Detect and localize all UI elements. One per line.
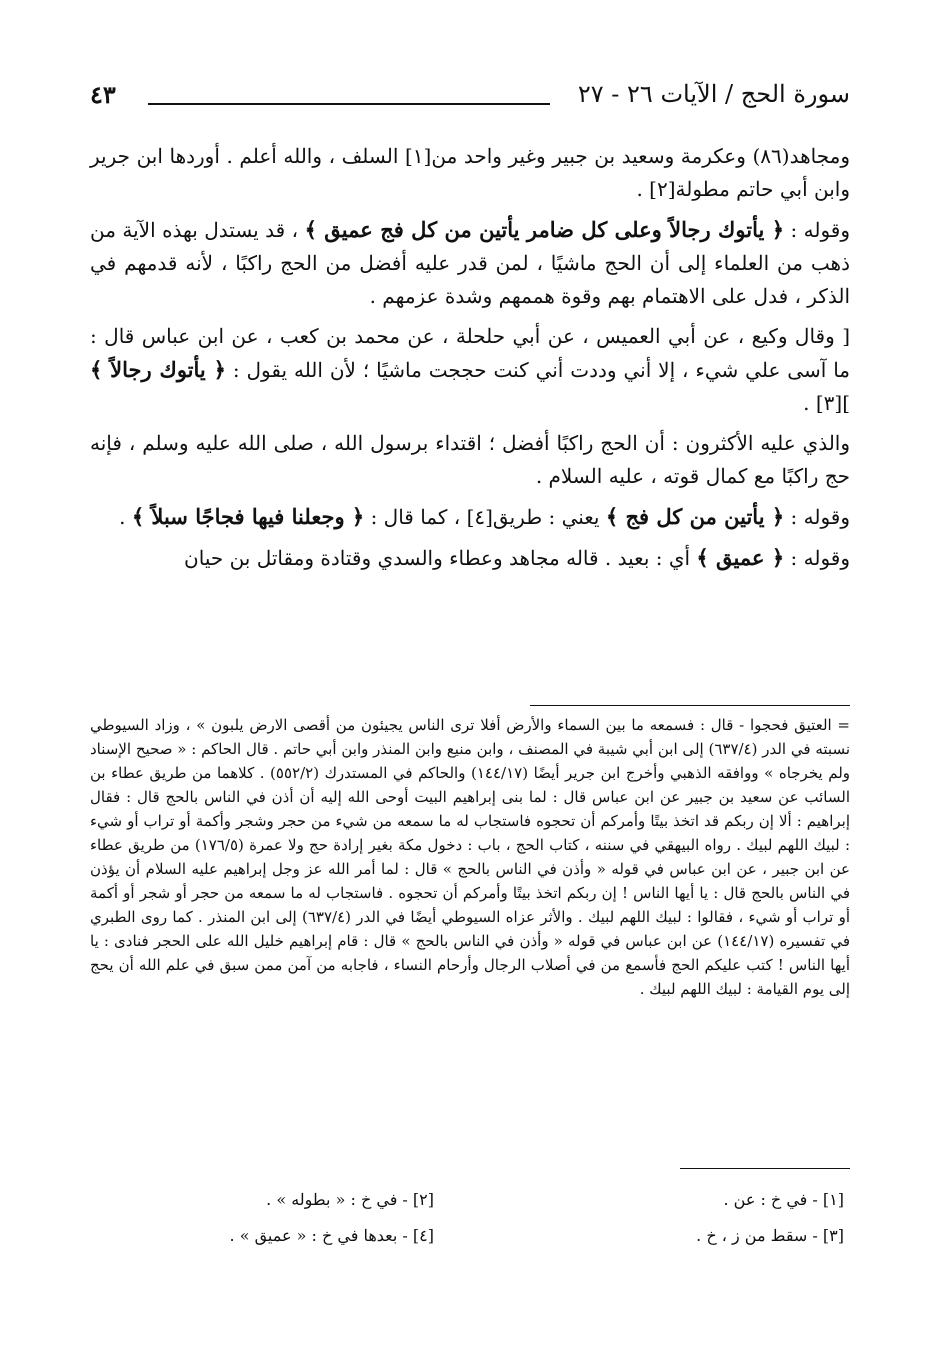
apparatus-note-3: [٣] - سقط من ز ، خ . (696, 1226, 844, 1245)
footnote-continuation: = العتيق فحجوا - قال : فسمعه ما بين السماء والأرض أفلا ترى الناس يجيئون من أقصى الارض يلبون » ، وزاد السيوطي نسبته في الدر (٦٣٧/٤) إلى ابن أبي شيبة في المصنف ، وابن منيع وابن المنذر وابن أبي حاتم . قال الحاكم : « صحيح الإسناد ولم يخرجاه » ووافقه الذهبي وأخرج ابن جرير أيضًا (١٤٤/١٧) والحاكم في المستدرك (٥٥٢/٢) . كلاهما من طريق عطاء بن السائب عن سعيد بن جبير عن ابن عباس قال : لما بنى إبراهيم البيت أوحى الله إليه أن أذن في الناس بالحج قال : فقال إبراهيم : ألا إن ربكم قد اتخذ بيتًا وأمركم أن تحجوه فاستجاب له ما سمعه من شيء من حجر وشجر وأكمة أو تراب أو شيء : لبيك اللهم لبيك . رواه البيهقي في سننه ، كتاب الحج ، باب : دخول مكة بغير إرادة حج ولا عمرة (١٧٦/٥) من طريق عطاء عن ابن جبير ، عن ابن عباس في قوله « وأذن في الناس بالحج » قال : لما أمر الله عز وجل إبراهيم عليه السلام أن يؤذن في الناس بالحج قال : يا أيها الناس ! إن ربكم اتخذ بيتًا وأمركم أن تحجوه . فاستجاب له ما سمعه من حجر أو شجر أو أكمة أو تراب أو شيء ، فقالوا : لبيك اللهم لبيك . والأثر عزاه السيوطي أيضًا في الدر (٦٣٧/٤) إلى ابن المنذر . كما روى الطبري في تفسيره (١٤٤/١٧) عن ابن عباس في قوله « وأذن في الناس بالحج » قال : قام إبراهيم خليل الله على الحجر فنادى : يا أيها الناس ! كتب عليكم الحج فأسمع من في أصلاب الرجال وأرحام النساء ، فاجابه من آمن ممن سبق في علم الله أن يحج إلى يوم القيامة : لبيك اللهم لبيك . (90, 716, 851, 998)
notes-separator (680, 1168, 850, 1169)
page-number: ٤٣ (90, 80, 116, 109)
paragraph-5-mid: يعني : طريق[٤] ، كما قال : (364, 505, 606, 529)
header-rule (148, 103, 550, 105)
paragraph-5-lead: وقوله : (784, 505, 850, 529)
running-title: سورة الحج / الآيات ٢٦ - ٢٧ (577, 80, 850, 108)
quran-quote: ﴿ يأتوك رجالاً وعلى كل ضامر يأتين من كل فج عميق ﴾ (304, 217, 785, 242)
paragraph-3-rest: ][٣] . (803, 391, 850, 415)
apparatus-note-1: [١] - في خ : عن . (723, 1190, 844, 1209)
main-text (90, 140, 850, 680)
paragraph-1: ومجاهد(٨٦) وعكرمة وسعيد بن جبير وغير واحد من[١] السلف ، والله أعلم . أوردها ابن جرير وابن أبي حاتم مطولة[٢] . (90, 144, 850, 201)
paragraph-2 (90, 213, 850, 313)
paragraph-2-rest: ، قد يستدل بهذه الآية من ذهب من العلماء إلى أن الحج ماشيًا ، لمن قدر عليه أفضل من الحج راكبًا ، لأنه قدمهم في الذكر ، فدل على الاهتمام بهم وقوة هممهم وشدة عزمهم . (90, 218, 850, 308)
paragraph-6-rest: أي : بعيد . قاله مجاهد وعطاء والسدي وقتادة ومقاتل بن حيان (184, 546, 697, 570)
quran-quote: ﴿ عميق ﴾ (696, 545, 785, 570)
paragraph-3-lead: [ وقال وكيع ، عن أبي العميس ، عن أبي حلحلة ، عن محمد بن كعب ، عن ابن عباس قال : ما آسى علي شيء ، إلا أني وددت أني كنت حججت ماشيًا ؛ لأن الله يقول : (90, 324, 850, 382)
footnote-separator (530, 705, 850, 706)
paragraph-3 (90, 320, 850, 420)
quran-quote: ﴿ وجعلنا فيها فجاجًا سبلاً ﴾ (131, 504, 365, 529)
quran-quote: ﴿ يأتين من كل فج ﴾ (605, 504, 785, 529)
paragraph-6 (90, 541, 850, 575)
paragraph-4: والذي عليه الأكثرون : أن الحج راكبًا أفضل ؛ اقتداء برسول الله ، صلى الله عليه وسلم ، فإنه حج راكبًا مع كمال قوته ، عليه السلام . (90, 431, 850, 488)
paragraph-2-lead: وقوله : (784, 218, 850, 242)
paragraph-5 (90, 500, 850, 534)
quran-quote: ﴿ يأتوك رجالاً ﴾ (90, 357, 226, 382)
page-header (90, 80, 850, 120)
paragraph-5-end: . (119, 505, 132, 529)
paragraph-6-lead: وقوله : (784, 546, 850, 570)
apparatus-note-4: [٤] - بعدها في خ : « عميق » . (229, 1226, 434, 1245)
apparatus-note-2: [٢] - في خ : « بطوله » . (266, 1190, 434, 1209)
